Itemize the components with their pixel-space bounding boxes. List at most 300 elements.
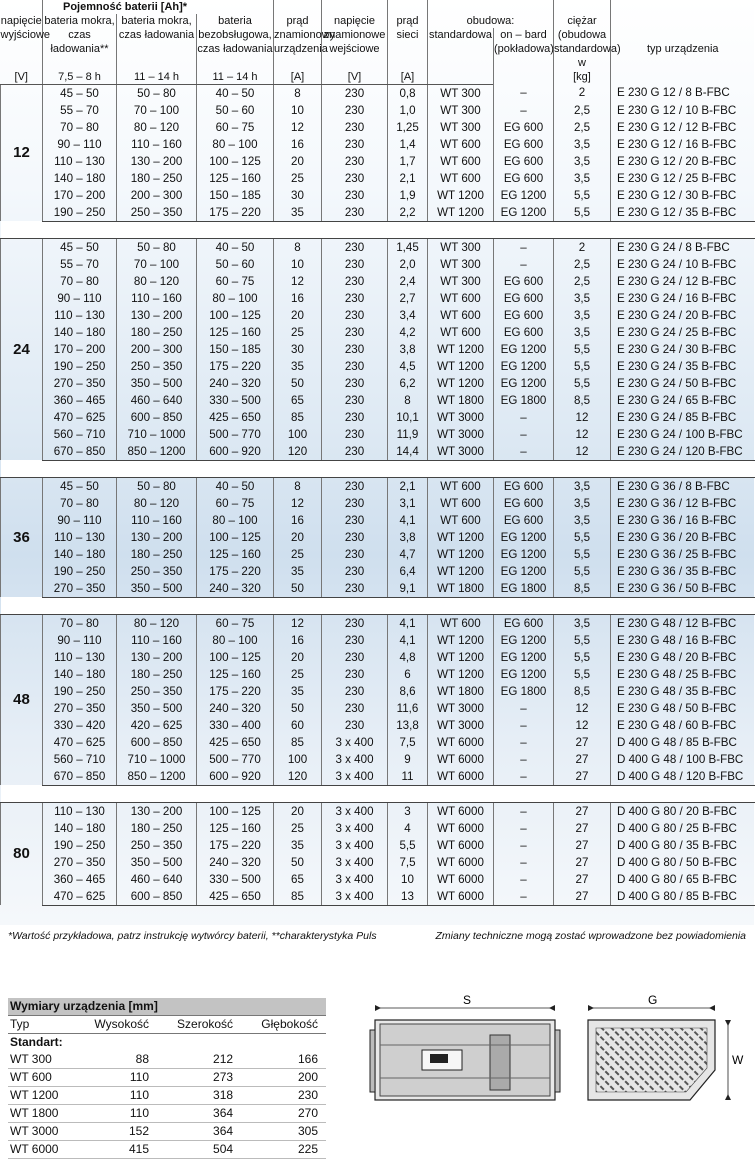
cell-rated-current: 35 bbox=[274, 563, 322, 580]
cell-mains-current: 4,1 bbox=[388, 632, 428, 649]
cell-wet-8h: 140 – 180 bbox=[43, 820, 117, 837]
dim-depth: 200 bbox=[241, 1069, 326, 1087]
cell-rated-current: 10 bbox=[274, 256, 322, 273]
cell-wet-11h: 50 – 80 bbox=[117, 238, 197, 256]
cell-rated-voltage: 3 x 400 bbox=[322, 734, 388, 751]
cell-rated-voltage: 230 bbox=[322, 324, 388, 341]
cell-wet-11h: 180 – 250 bbox=[117, 666, 197, 683]
table-row bbox=[1, 187, 755, 204]
cell-maintenance-free: 40 – 50 bbox=[197, 84, 274, 102]
cell-mains-current: 2,4 bbox=[388, 273, 428, 290]
cell-rated-current: 35 bbox=[274, 204, 322, 222]
cell-wet-8h: 190 – 250 bbox=[43, 683, 117, 700]
cell-housing-standard: WT 600 bbox=[428, 307, 494, 324]
cell-mains-current: 4,5 bbox=[388, 358, 428, 375]
cell-mains-current: 4,1 bbox=[388, 512, 428, 529]
cell-mains-current: 8,6 bbox=[388, 683, 428, 700]
table-row bbox=[1, 802, 755, 820]
cell-wet-8h: 670 – 850 bbox=[43, 443, 117, 461]
cell-rated-voltage: 230 bbox=[322, 119, 388, 136]
dim-type: WT 1200 bbox=[8, 1087, 75, 1105]
cell-rated-current: 120 bbox=[274, 443, 322, 461]
cell-maintenance-free: 175 – 220 bbox=[197, 204, 274, 222]
cell-weight: 5,5 bbox=[554, 632, 611, 649]
table-row bbox=[1, 717, 755, 734]
cell-maintenance-free: 60 – 75 bbox=[197, 495, 274, 512]
cell-housing-standard: WT 3000 bbox=[428, 409, 494, 426]
cell-housing-standard: WT 1200 bbox=[428, 546, 494, 563]
cell-mains-current: 3,1 bbox=[388, 495, 428, 512]
cell-rated-voltage: 230 bbox=[322, 546, 388, 563]
cell-device-type: E 230 G 48 / 60 B-FBC bbox=[611, 717, 755, 734]
cell-wet-11h: 130 – 200 bbox=[117, 649, 197, 666]
cell-housing-standard: WT 300 bbox=[428, 256, 494, 273]
cell-housing-onboard: EG 600 bbox=[494, 170, 554, 187]
cell-housing-onboard: – bbox=[494, 871, 554, 888]
cell-maintenance-free: 330 – 500 bbox=[197, 871, 274, 888]
cell-wet-11h: 80 – 120 bbox=[117, 614, 197, 632]
cell-weight: 12 bbox=[554, 717, 611, 734]
dim-width: 504 bbox=[157, 1141, 241, 1159]
cell-housing-onboard: EG 1200 bbox=[494, 375, 554, 392]
footnote: *Wartość przykładowa, patrz instrukcję wytwórcy baterii, **charakterystyka Puls bbox=[8, 930, 377, 942]
header-rated-voltage: napięcie znamionowe wejściowe bbox=[322, 14, 388, 70]
cell-mains-current: 14,4 bbox=[388, 443, 428, 461]
cell-weight: 8,5 bbox=[554, 580, 611, 598]
cell-mains-current: 13,8 bbox=[388, 717, 428, 734]
cell-wet-8h: 70 – 80 bbox=[43, 119, 117, 136]
cell-device-type: E 230 G 36 / 50 B-FBC bbox=[611, 580, 755, 598]
cell-rated-current: 85 bbox=[274, 888, 322, 906]
cell-rated-current: 12 bbox=[274, 614, 322, 632]
cell-housing-onboard: – bbox=[494, 854, 554, 871]
cell-weight: 5,5 bbox=[554, 187, 611, 204]
cell-rated-voltage: 230 bbox=[322, 477, 388, 495]
cell-maintenance-free: 125 – 160 bbox=[197, 324, 274, 341]
cell-housing-standard: WT 300 bbox=[428, 102, 494, 119]
cell-maintenance-free: 175 – 220 bbox=[197, 837, 274, 854]
cell-weight: 27 bbox=[554, 871, 611, 888]
cell-housing-standard: WT 600 bbox=[428, 495, 494, 512]
dim-header-depth: Głębokość bbox=[241, 1016, 326, 1034]
cell-wet-8h: 70 – 80 bbox=[43, 273, 117, 290]
dim-depth: 305 bbox=[241, 1123, 326, 1141]
cell-wet-8h: 45 – 50 bbox=[43, 84, 117, 102]
cell-weight: 5,5 bbox=[554, 358, 611, 375]
cell-rated-voltage: 230 bbox=[322, 375, 388, 392]
cell-wet-11h: 250 – 350 bbox=[117, 358, 197, 375]
cell-weight: 12 bbox=[554, 409, 611, 426]
table-row bbox=[1, 888, 755, 906]
cell-wet-11h: 110 – 160 bbox=[117, 290, 197, 307]
cell-rated-voltage: 230 bbox=[322, 495, 388, 512]
cell-mains-current: 3,4 bbox=[388, 307, 428, 324]
cell-housing-onboard: EG 600 bbox=[494, 324, 554, 341]
cell-wet-11h: 70 – 100 bbox=[117, 256, 197, 273]
table-row bbox=[1, 409, 755, 426]
cell-rated-current: 35 bbox=[274, 683, 322, 700]
cell-rated-voltage: 230 bbox=[322, 580, 388, 598]
cell-rated-current: 16 bbox=[274, 290, 322, 307]
table-row bbox=[1, 683, 755, 700]
table-row bbox=[1, 512, 755, 529]
cell-maintenance-free: 425 – 650 bbox=[197, 888, 274, 906]
cell-rated-voltage: 230 bbox=[322, 392, 388, 409]
cell-rated-current: 35 bbox=[274, 358, 322, 375]
cell-wet-11h: 350 – 500 bbox=[117, 700, 197, 717]
table-row bbox=[1, 204, 755, 222]
cell-rated-voltage: 230 bbox=[322, 426, 388, 443]
voltage-group-48 bbox=[1, 614, 755, 785]
cell-wet-11h: 130 – 200 bbox=[117, 802, 197, 820]
cell-maintenance-free: 50 – 60 bbox=[197, 256, 274, 273]
header-housing: obudowa: bbox=[428, 14, 554, 28]
table-row bbox=[1, 238, 755, 256]
header-rated-current: prąd znamionowy urządzenia bbox=[274, 14, 322, 70]
dim-header-width: Szerokość bbox=[157, 1016, 241, 1034]
cell-rated-voltage: 230 bbox=[322, 187, 388, 204]
cell-wet-11h: 460 – 640 bbox=[117, 392, 197, 409]
table-row bbox=[1, 102, 755, 119]
cell-device-type: E 230 G 12 / 35 B-FBC bbox=[611, 204, 755, 222]
group-voltage: 36 bbox=[1, 477, 43, 597]
header-range-8h: 7,5 – 8 h bbox=[43, 70, 117, 85]
group-voltage: 24 bbox=[1, 238, 43, 460]
cell-rated-current: 120 bbox=[274, 768, 322, 786]
table-row bbox=[1, 375, 755, 392]
table-row bbox=[1, 666, 755, 683]
cell-housing-standard: WT 6000 bbox=[428, 871, 494, 888]
group-voltage: 48 bbox=[1, 614, 43, 785]
cell-rated-voltage: 230 bbox=[322, 136, 388, 153]
cell-maintenance-free: 125 – 160 bbox=[197, 546, 274, 563]
cell-wet-11h: 250 – 350 bbox=[117, 837, 197, 854]
cell-wet-8h: 170 – 200 bbox=[43, 341, 117, 358]
cell-housing-standard: WT 600 bbox=[428, 477, 494, 495]
table-row bbox=[1, 820, 755, 837]
cell-mains-current: 8 bbox=[388, 392, 428, 409]
cell-wet-11h: 80 – 120 bbox=[117, 495, 197, 512]
cell-housing-onboard: EG 1200 bbox=[494, 529, 554, 546]
cell-device-type: E 230 G 24 / 50 B-FBC bbox=[611, 375, 755, 392]
table-row bbox=[1, 529, 755, 546]
cell-rated-current: 20 bbox=[274, 649, 322, 666]
dim-type: WT 600 bbox=[8, 1069, 75, 1087]
cell-mains-current: 1,45 bbox=[388, 238, 428, 256]
cell-wet-11h: 250 – 350 bbox=[117, 563, 197, 580]
cell-device-type: E 230 G 48 / 25 B-FBC bbox=[611, 666, 755, 683]
cell-maintenance-free: 100 – 125 bbox=[197, 529, 274, 546]
cell-device-type: E 230 G 36 / 16 B-FBC bbox=[611, 512, 755, 529]
cell-rated-current: 12 bbox=[274, 119, 322, 136]
dim-height: 110 bbox=[75, 1069, 157, 1087]
cell-weight: 27 bbox=[554, 751, 611, 768]
cell-wet-8h: 670 – 850 bbox=[43, 768, 117, 786]
cell-housing-standard: WT 6000 bbox=[428, 768, 494, 786]
cell-housing-standard: WT 600 bbox=[428, 153, 494, 170]
table-row bbox=[1, 871, 755, 888]
dim-type: WT 6000 bbox=[8, 1141, 75, 1159]
cell-wet-11h: 130 – 200 bbox=[117, 529, 197, 546]
cell-mains-current: 4,8 bbox=[388, 649, 428, 666]
cell-mains-current: 3 bbox=[388, 802, 428, 820]
cell-weight: 3,5 bbox=[554, 614, 611, 632]
cell-device-type: E 230 G 12 / 16 B-FBC bbox=[611, 136, 755, 153]
cell-rated-current: 50 bbox=[274, 854, 322, 871]
cell-rated-voltage: 230 bbox=[322, 358, 388, 375]
cell-mains-current: 3,8 bbox=[388, 529, 428, 546]
label-g: G bbox=[648, 993, 658, 1007]
cell-maintenance-free: 40 – 50 bbox=[197, 477, 274, 495]
cell-wet-8h: 110 – 130 bbox=[43, 649, 117, 666]
cell-maintenance-free: 60 – 75 bbox=[197, 273, 274, 290]
cell-weight: 5,5 bbox=[554, 649, 611, 666]
cell-housing-onboard: – bbox=[494, 700, 554, 717]
header-weight: ciężar (obudowa standardowa) w [kg] bbox=[554, 15, 621, 83]
cell-housing-standard: WT 6000 bbox=[428, 820, 494, 837]
cell-rated-voltage: 230 bbox=[322, 341, 388, 358]
cell-housing-onboard: EG 600 bbox=[494, 477, 554, 495]
cell-rated-voltage: 230 bbox=[322, 529, 388, 546]
cell-wet-8h: 270 – 350 bbox=[43, 580, 117, 598]
cell-wet-8h: 55 – 70 bbox=[43, 102, 117, 119]
cell-mains-current: 2,1 bbox=[388, 477, 428, 495]
cell-housing-standard: WT 1200 bbox=[428, 375, 494, 392]
cell-wet-11h: 80 – 120 bbox=[117, 273, 197, 290]
dim-type: WT 300 bbox=[8, 1051, 75, 1069]
table-row bbox=[1, 837, 755, 854]
cell-wet-8h: 330 – 420 bbox=[43, 717, 117, 734]
cell-wet-11h: 130 – 200 bbox=[117, 153, 197, 170]
cell-device-type: E 230 G 48 / 12 B-FBC bbox=[611, 614, 755, 632]
header-output-voltage: napięcie wyjściowe bbox=[0, 15, 51, 41]
cell-housing-onboard: – bbox=[494, 820, 554, 837]
table-row bbox=[1, 443, 755, 461]
cell-weight: 2,5 bbox=[554, 256, 611, 273]
voltage-group-80 bbox=[1, 802, 755, 905]
front-view bbox=[370, 993, 560, 1100]
cell-wet-8h: 560 – 710 bbox=[43, 426, 117, 443]
cell-weight: 12 bbox=[554, 443, 611, 461]
cell-device-type: D 400 G 48 / 85 B-FBC bbox=[611, 734, 755, 751]
cell-housing-onboard: EG 1200 bbox=[494, 546, 554, 563]
cell-wet-8h: 190 – 250 bbox=[43, 358, 117, 375]
cell-maintenance-free: 500 – 770 bbox=[197, 426, 274, 443]
cell-wet-11h: 130 – 200 bbox=[117, 307, 197, 324]
cell-maintenance-free: 80 – 100 bbox=[197, 632, 274, 649]
cell-weight: 8,5 bbox=[554, 392, 611, 409]
dimensions-row bbox=[8, 1087, 326, 1105]
cell-mains-current: 5,5 bbox=[388, 837, 428, 854]
cell-rated-current: 8 bbox=[274, 238, 322, 256]
cell-wet-11h: 600 – 850 bbox=[117, 734, 197, 751]
cell-maintenance-free: 125 – 160 bbox=[197, 820, 274, 837]
cell-housing-standard: WT 1200 bbox=[428, 187, 494, 204]
cell-mains-current: 6,2 bbox=[388, 375, 428, 392]
cell-wet-8h: 70 – 80 bbox=[43, 614, 117, 632]
cell-wet-8h: 110 – 130 bbox=[43, 307, 117, 324]
cell-housing-standard: WT 300 bbox=[428, 84, 494, 102]
cell-housing-onboard: – bbox=[494, 409, 554, 426]
cell-weight: 8,5 bbox=[554, 683, 611, 700]
cell-maintenance-free: 125 – 160 bbox=[197, 170, 274, 187]
cell-device-type: D 400 G 48 / 120 B-FBC bbox=[611, 768, 755, 786]
cell-rated-current: 8 bbox=[274, 477, 322, 495]
cell-weight: 3,5 bbox=[554, 512, 611, 529]
header-range-11h-a: 11 – 14 h bbox=[117, 70, 197, 85]
cell-device-type: E 230 G 36 / 8 B-FBC bbox=[611, 477, 755, 495]
cell-wet-8h: 360 – 465 bbox=[43, 392, 117, 409]
cell-wet-11h: 350 – 500 bbox=[117, 375, 197, 392]
cell-maintenance-free: 60 – 75 bbox=[197, 614, 274, 632]
cell-rated-voltage: 230 bbox=[322, 683, 388, 700]
dimensions-row bbox=[8, 1069, 326, 1087]
cell-rated-current: 25 bbox=[274, 170, 322, 187]
cell-device-type: E 230 G 24 / 35 B-FBC bbox=[611, 358, 755, 375]
cell-housing-standard: WT 3000 bbox=[428, 443, 494, 461]
cell-weight: 2 bbox=[554, 84, 611, 102]
cell-housing-onboard: EG 1200 bbox=[494, 632, 554, 649]
cell-housing-onboard: – bbox=[494, 102, 554, 119]
cell-housing-onboard: – bbox=[494, 837, 554, 854]
cell-weight: 27 bbox=[554, 734, 611, 751]
cell-housing-standard: WT 1200 bbox=[428, 563, 494, 580]
cell-device-type: E 230 G 48 / 20 B-FBC bbox=[611, 649, 755, 666]
dim-width: 364 bbox=[157, 1105, 241, 1123]
cell-housing-standard: WT 1200 bbox=[428, 649, 494, 666]
cell-weight: 2,5 bbox=[554, 119, 611, 136]
cell-housing-standard: WT 300 bbox=[428, 238, 494, 256]
dim-height: 88 bbox=[75, 1051, 157, 1069]
side-view bbox=[588, 993, 744, 1100]
dim-section-standard: Standart: bbox=[10, 1035, 63, 1049]
cell-maintenance-free: 80 – 100 bbox=[197, 136, 274, 153]
cell-mains-current: 6,4 bbox=[388, 563, 428, 580]
cell-maintenance-free: 80 – 100 bbox=[197, 512, 274, 529]
cell-wet-8h: 190 – 250 bbox=[43, 563, 117, 580]
cell-housing-standard: WT 3000 bbox=[428, 700, 494, 717]
cell-wet-8h: 270 – 350 bbox=[43, 375, 117, 392]
cell-housing-onboard: EG 1800 bbox=[494, 580, 554, 598]
cell-weight: 27 bbox=[554, 820, 611, 837]
cell-housing-onboard: – bbox=[494, 443, 554, 461]
header-wet-11h: bateria mokra, czas ładowania bbox=[117, 14, 197, 70]
cell-weight: 3,5 bbox=[554, 153, 611, 170]
cell-maintenance-free: 600 – 920 bbox=[197, 443, 274, 461]
table-row bbox=[1, 256, 755, 273]
cell-mains-current: 1,25 bbox=[388, 119, 428, 136]
cell-rated-voltage: 230 bbox=[322, 443, 388, 461]
cell-weight: 3,5 bbox=[554, 170, 611, 187]
cell-wet-11h: 110 – 160 bbox=[117, 136, 197, 153]
cell-wet-11h: 850 – 1200 bbox=[117, 768, 197, 786]
dimensions-table bbox=[8, 998, 326, 1159]
cell-housing-onboard: EG 1200 bbox=[494, 341, 554, 358]
cell-housing-onboard: EG 1800 bbox=[494, 392, 554, 409]
cell-rated-current: 8 bbox=[274, 84, 322, 102]
cell-housing-onboard: – bbox=[494, 768, 554, 786]
cell-wet-11h: 250 – 350 bbox=[117, 204, 197, 222]
cell-housing-standard: WT 6000 bbox=[428, 734, 494, 751]
cell-device-type: E 230 G 12 / 25 B-FBC bbox=[611, 170, 755, 187]
cell-housing-onboard: EG 600 bbox=[494, 512, 554, 529]
cell-weight: 5,5 bbox=[554, 341, 611, 358]
dim-depth: 230 bbox=[241, 1087, 326, 1105]
cell-rated-current: 85 bbox=[274, 409, 322, 426]
cell-device-type: E 230 G 36 / 12 B-FBC bbox=[611, 495, 755, 512]
table-row bbox=[1, 324, 755, 341]
cell-wet-11h: 710 – 1000 bbox=[117, 426, 197, 443]
dim-width: 212 bbox=[157, 1051, 241, 1069]
table-row bbox=[1, 273, 755, 290]
label-w: W bbox=[732, 1053, 744, 1067]
cell-mains-current: 1,9 bbox=[388, 187, 428, 204]
cell-housing-onboard: EG 600 bbox=[494, 495, 554, 512]
cell-housing-standard: WT 6000 bbox=[428, 888, 494, 906]
cell-maintenance-free: 125 – 160 bbox=[197, 666, 274, 683]
table-row bbox=[1, 546, 755, 563]
cell-maintenance-free: 600 – 920 bbox=[197, 768, 274, 786]
cell-wet-8h: 170 – 200 bbox=[43, 187, 117, 204]
cell-housing-standard: WT 6000 bbox=[428, 837, 494, 854]
cell-mains-current: 11,9 bbox=[388, 426, 428, 443]
group-voltage: 80 bbox=[1, 802, 43, 905]
cell-rated-voltage: 230 bbox=[322, 238, 388, 256]
cell-rated-voltage: 230 bbox=[322, 153, 388, 170]
cell-rated-voltage: 230 bbox=[322, 512, 388, 529]
voltage-group-12 bbox=[1, 84, 755, 221]
cell-wet-11h: 850 – 1200 bbox=[117, 443, 197, 461]
cell-rated-current: 30 bbox=[274, 341, 322, 358]
cell-maintenance-free: 240 – 320 bbox=[197, 700, 274, 717]
cell-housing-standard: WT 1200 bbox=[428, 358, 494, 375]
cell-device-type: E 230 G 36 / 20 B-FBC bbox=[611, 529, 755, 546]
cell-wet-11h: 50 – 80 bbox=[117, 477, 197, 495]
cell-rated-current: 50 bbox=[274, 580, 322, 598]
cell-rated-current: 60 bbox=[274, 717, 322, 734]
cell-maintenance-free: 60 – 75 bbox=[197, 119, 274, 136]
cell-rated-current: 65 bbox=[274, 392, 322, 409]
header-unit-v2: [V] bbox=[322, 70, 388, 85]
cell-housing-standard: WT 300 bbox=[428, 119, 494, 136]
cell-maintenance-free: 175 – 220 bbox=[197, 358, 274, 375]
cell-housing-onboard: EG 600 bbox=[494, 119, 554, 136]
cell-housing-onboard: – bbox=[494, 84, 554, 102]
cell-wet-8h: 360 – 465 bbox=[43, 871, 117, 888]
cell-rated-current: 25 bbox=[274, 546, 322, 563]
cell-mains-current: 10 bbox=[388, 871, 428, 888]
cell-wet-11h: 180 – 250 bbox=[117, 170, 197, 187]
cell-device-type: D 400 G 48 / 100 B-FBC bbox=[611, 751, 755, 768]
cell-housing-onboard: EG 600 bbox=[494, 307, 554, 324]
dim-height: 415 bbox=[75, 1141, 157, 1159]
cell-mains-current: 6 bbox=[388, 666, 428, 683]
cell-wet-11h: 70 – 100 bbox=[117, 102, 197, 119]
cell-wet-11h: 710 – 1000 bbox=[117, 751, 197, 768]
dimensions-title: Wymiary urządzenia [mm] bbox=[8, 998, 326, 1016]
table-row bbox=[1, 307, 755, 324]
cell-housing-onboard: EG 1200 bbox=[494, 666, 554, 683]
cell-housing-standard: WT 3000 bbox=[428, 717, 494, 734]
dim-width: 273 bbox=[157, 1069, 241, 1087]
cell-weight: 5,5 bbox=[554, 375, 611, 392]
cell-housing-standard: WT 600 bbox=[428, 324, 494, 341]
cell-wet-8h: 45 – 50 bbox=[43, 477, 117, 495]
cell-weight: 5,5 bbox=[554, 204, 611, 222]
cell-rated-voltage: 230 bbox=[322, 204, 388, 222]
cell-wet-8h: 270 – 350 bbox=[43, 854, 117, 871]
cell-mains-current: 9 bbox=[388, 751, 428, 768]
